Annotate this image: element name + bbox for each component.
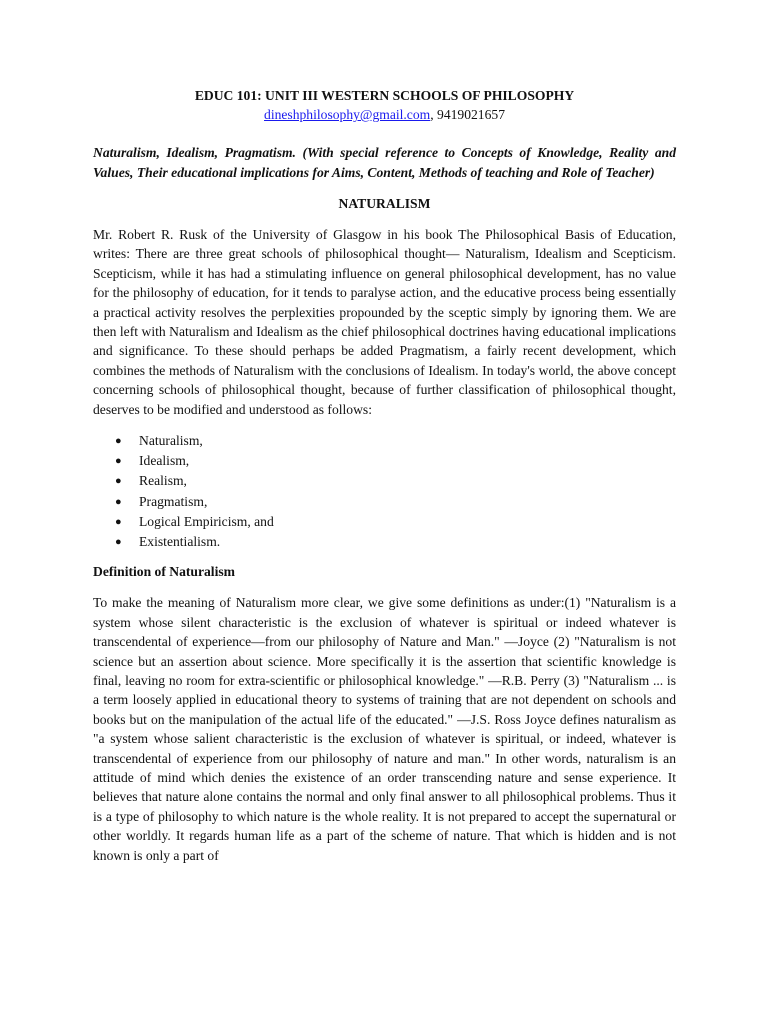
document-title: EDUC 101: UNIT III WESTERN SCHOOLS OF PHILOSOPHY bbox=[194, 88, 575, 103]
list-item-label: Realism, bbox=[139, 473, 187, 489]
bullet-icon: ● bbox=[115, 475, 122, 488]
list-item-label: Logical Empiricism, and bbox=[139, 513, 274, 529]
list-item-label: Idealism, bbox=[139, 453, 190, 469]
contact-line bbox=[93, 105, 676, 124]
list-item bbox=[93, 471, 676, 491]
section-heading: NATURALISM bbox=[338, 196, 431, 211]
bullet-icon: ● bbox=[115, 495, 122, 508]
list-item bbox=[93, 451, 676, 471]
definition-heading: Definition of Naturalism bbox=[93, 564, 235, 580]
list-item-label: Naturalism, bbox=[139, 433, 203, 449]
list-item bbox=[93, 532, 676, 552]
bullet-icon: ● bbox=[115, 515, 122, 528]
list-item bbox=[93, 492, 676, 512]
list-item-label: Existentialism. bbox=[139, 534, 221, 550]
schools-list bbox=[93, 431, 676, 552]
list-item-label: Pragmatism, bbox=[139, 493, 208, 509]
list-item bbox=[93, 512, 676, 532]
definition-paragraph: To make the meaning of Naturalism more clear, we give some definitions as under:(1) "Naturalism is a system whose silent characteristic is the exclusion of whatever is spiritual or indeed whatever is transcendental of experience—from our philosophy of Nature and Man." —Joyce (2) "Naturalism is not science but an assertion about science. More specifically it is the assertion that scientific knowledge is final, leaving no room for extra-scientific or philosophical knowledge." —R.B. Perry (3) "Naturalism ... is a term loosely applied in educational theory to systems of training that are not dependent on schools and books but on the manipulation of the actual life of the educated." —J.S. Ross Joyce defines naturalism as "a system whose salient characteristic is the exclusion of whatever is spiritual, or indeed, whatever is transcendental of experience from our philosophy of nature and man." In other words, naturalism is an attitude of mind which denies the existence of an order transcending nature and sense experience. It believes that nature alone contains the normal and only final answer to all philosophical problems. Thus it is a type of philosophy to which nature is the whole reality. It is not prepared to accept the supernatural or other worldly. It regards human life as a part of the scheme of nature. That which is hidden and is not known is only a part of bbox=[93, 595, 676, 863]
bullet-icon: ● bbox=[115, 536, 122, 549]
list-item bbox=[93, 431, 676, 451]
bullet-icon: ● bbox=[115, 435, 122, 448]
phone-number: , 9419021657 bbox=[430, 107, 505, 122]
intro-paragraph: Mr. Robert R. Rusk of the University of Glasgow in his book The Philosophical Basis of Education, writes: There are three great schools of philosophical thought— Naturalism, Idealism and Scepticism. Scepticism, while it has had a stimulating influence on general philosophical development, has no value for the philosophy of education, for it tends to paralyse action, and the educative process being essentially a practical activity resolves the perplexities propounded by the sceptic simply by ignoring them. We are then left with Naturalism and Idealism as the chief philosophical doctrines having educational implications and significance. To these should perhaps be added Pragmatism, a fairly recent development, which combines the methods of Naturalism with the conclusions of Idealism. In today's world, the above concept concerning schools of philosophical thought, because of further classification of philosophical thought, deserves to be modified and understood as follows: bbox=[93, 227, 676, 417]
unit-subtitle: Naturalism, Idealism, Pragmatism. (With special reference to Concepts of Knowledge, Reality and Values, Their educational implications for Aims, Content, Methods of teaching and Role of Teacher) bbox=[93, 145, 676, 180]
email-link[interactable]: dineshphilosophy@gmail.com bbox=[264, 107, 431, 122]
bullet-icon: ● bbox=[115, 455, 122, 468]
